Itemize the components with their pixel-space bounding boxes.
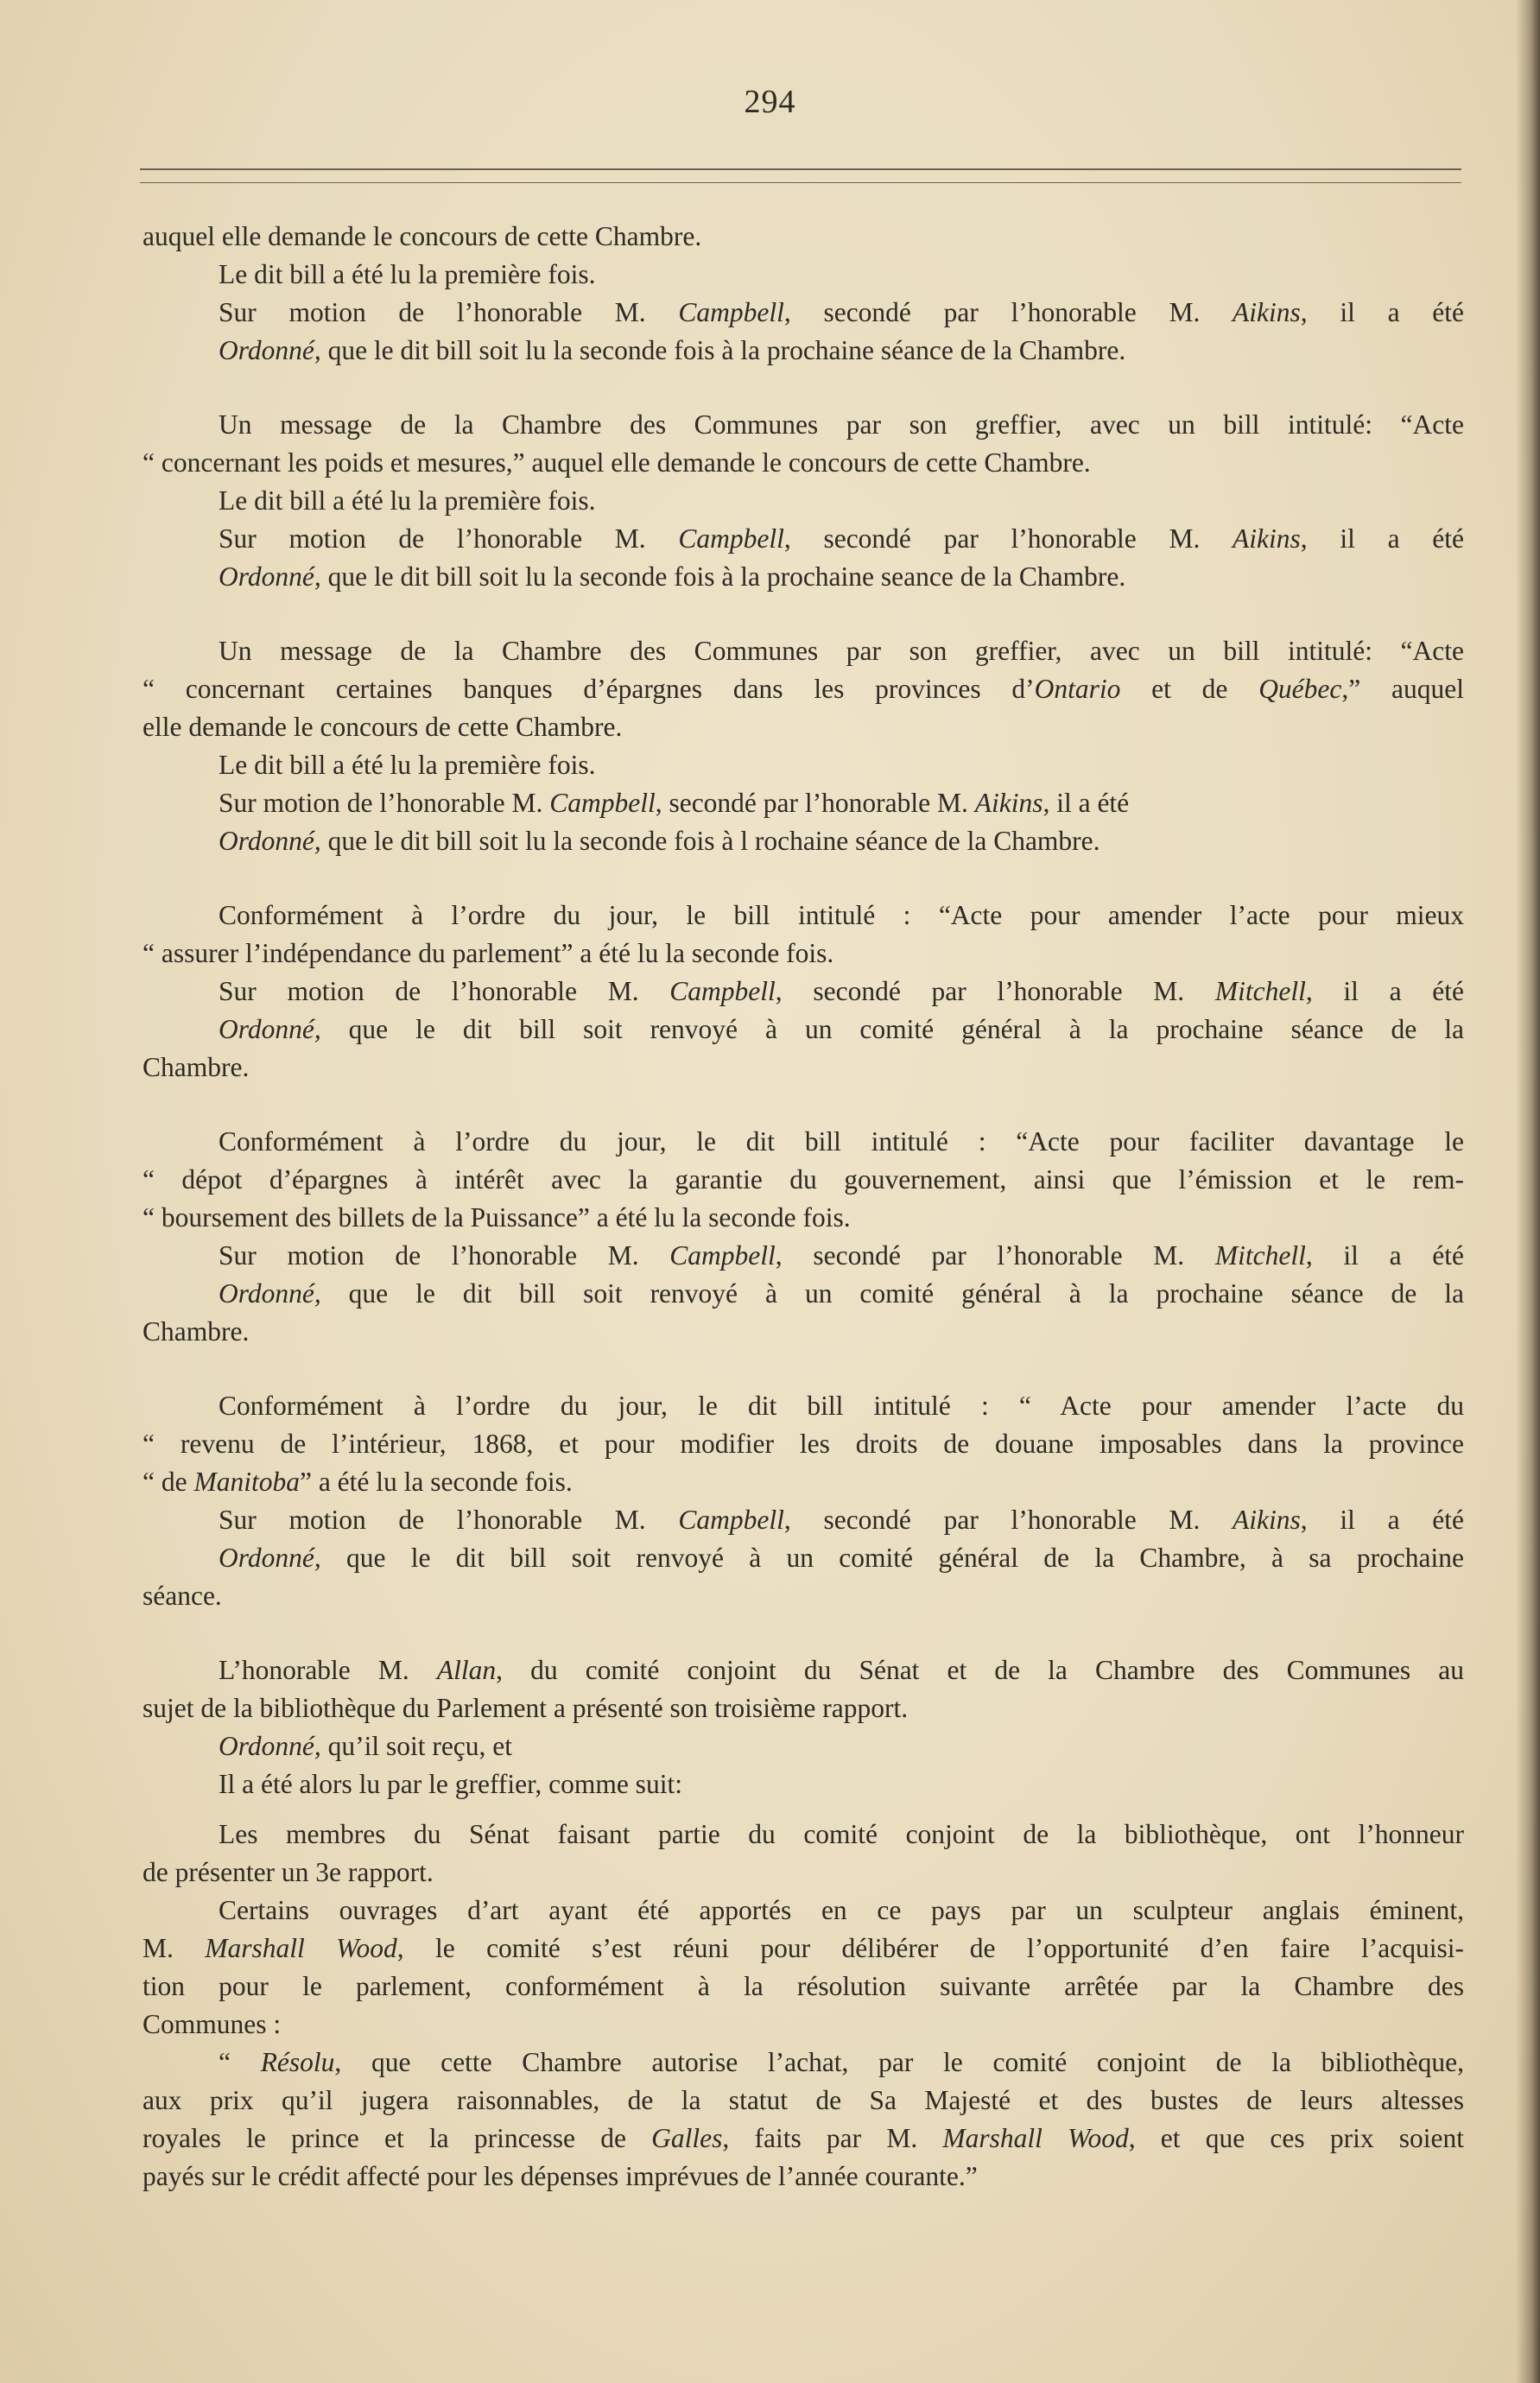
text-run: Conformément à l’ordre du jour, le dit bill intitulé : “Acte pour faciliter davantage le xyxy=(219,1126,1464,1157)
text-run: royales le prince et la princesse de xyxy=(143,2123,652,2153)
text-run: de présenter un 3e rapport. xyxy=(143,1857,434,1887)
text-run: “ boursement des billets de la Puissance” a été lu la seconde fois. xyxy=(143,1202,851,1233)
paragraph-block xyxy=(143,1387,1464,1615)
text-run: , secondé par l’honorable M. xyxy=(783,1505,1233,1535)
text-run: Un message de la Chambre des Communes par son greffier, avec un bill intitulé: “Acte xyxy=(219,409,1464,440)
text-line xyxy=(143,1577,1464,1615)
text-line xyxy=(143,822,1464,860)
text-line xyxy=(143,520,1464,558)
text-line xyxy=(143,1816,1464,1854)
italic-text: Aikins xyxy=(1233,523,1301,554)
text-line xyxy=(143,2006,1464,2044)
text-run: “ concernant les poids et mesures,” auquel elle demande le concours de cette Chambre. xyxy=(143,447,1091,478)
italic-text: Marshall Wood xyxy=(205,1933,397,1963)
italic-text: Ordonné, xyxy=(219,826,321,856)
text-run: , du comité conjoint du Sénat et de la Chambre des Communes au xyxy=(496,1655,1464,1685)
text-line xyxy=(143,1011,1464,1049)
text-line xyxy=(143,1313,1464,1351)
paragraph-block xyxy=(143,1651,1464,2196)
paragraph-block xyxy=(143,1123,1464,1351)
text-run: que le dit bill soit lu la seconde fois à l rochaine séance de la Chambre. xyxy=(320,826,1100,856)
text-run: Sur motion de l’honorable M. xyxy=(219,297,679,327)
text-run: ” a été lu la seconde fois. xyxy=(299,1467,573,1497)
text-run: Un message de la Chambre des Communes par son greffier, avec un bill intitulé: “Acte xyxy=(219,636,1464,666)
text-line xyxy=(143,1463,1464,1501)
text-run: payés sur le crédit affecté pour les dépenses imprévues de l’année courante.” xyxy=(143,2161,978,2191)
text-run: , secondé par l’honorable M. xyxy=(783,297,1233,327)
text-run: , secondé par l’honorable M. xyxy=(775,976,1215,1006)
text-run: “ revenu de l’intérieur, 1868, et pour modifier les droits de douane imposables dans la province xyxy=(143,1429,1464,1459)
italic-text: Ordonné, xyxy=(219,1543,321,1573)
text-line xyxy=(143,332,1464,370)
italic-text: Mitchell xyxy=(1214,976,1306,1006)
text-line xyxy=(143,1689,1464,1727)
italic-text: Galles xyxy=(651,2123,723,2153)
italic-text: Résolu xyxy=(260,2047,335,2077)
text-run: que le dit bill soit lu la seconde fois à la prochaine séance de la Chambre. xyxy=(320,335,1126,365)
paragraph-block xyxy=(143,897,1464,1087)
text-line xyxy=(143,1727,1464,1765)
text-line xyxy=(143,2082,1464,2120)
text-run: , secondé par l’honorable M. xyxy=(783,523,1233,554)
text-run: Le dit bill a été lu la première fois. xyxy=(219,259,596,289)
text-run: séance. xyxy=(143,1581,222,1611)
text-run: Sur motion de l’honorable M. xyxy=(219,1240,670,1271)
text-line xyxy=(143,1854,1464,1892)
text-run: qu’il soit reçu, et xyxy=(320,1731,513,1761)
paragraph-gap xyxy=(143,1351,1464,1387)
text-run: M. xyxy=(143,1933,206,1963)
text-run: Il a été alors lu par le greffier, comme suit: xyxy=(219,1769,682,1799)
text-run: “ assurer l’indépendance du parlement” a été lu la seconde fois. xyxy=(143,938,834,968)
paragraph-block xyxy=(143,406,1464,596)
text-run: Sur motion de l’honorable M. xyxy=(219,788,550,818)
text-line xyxy=(143,1049,1464,1087)
text-run: “ concernant certaines banques d’épargnes dans les provinces d’ xyxy=(143,674,1035,704)
text-run: , il a été xyxy=(1300,523,1464,554)
italic-text: Marshall Wood xyxy=(942,2123,1129,2153)
italic-text: Campbell xyxy=(678,1505,784,1535)
italic-text: Campbell xyxy=(549,788,656,818)
text-run: que le dit bill soit renvoyé à un comité général de la Chambre, à sa prochaine xyxy=(320,1543,1464,1573)
text-run: “ xyxy=(219,2047,261,2077)
text-run: L’honorable M. xyxy=(219,1655,437,1685)
text-line xyxy=(143,1930,1464,1968)
text-run: tion pour le parlement, conformément à la résolution suivante arrêtée par la Chambre des xyxy=(143,1971,1464,2001)
italic-text: Ordonné, xyxy=(219,335,321,365)
text-run: , le comité s’est réuni pour délibérer de l’opportunité d’en faire l’acquisi- xyxy=(396,1933,1465,1963)
text-line xyxy=(143,1161,1464,1199)
text-run: Conformément à l’ordre du jour, le bill intitulé : “Acte pour amender l’acte pour mieux xyxy=(219,900,1464,930)
text-run: Sur motion de l’honorable M. xyxy=(219,1505,679,1535)
text-line xyxy=(143,746,1464,784)
italic-text: Ordonné, xyxy=(219,1014,321,1044)
text-run: Certains ouvrages d’art ayant été apportés en ce pays par un sculpteur anglais éminent, xyxy=(219,1895,1464,1925)
text-line xyxy=(143,897,1464,935)
text-line xyxy=(143,2044,1464,2082)
text-run: que le dit bill soit renvoyé à un comité général à la prochaine séance de la xyxy=(320,1014,1464,1044)
italic-text: Campbell xyxy=(669,976,776,1006)
text-line xyxy=(143,670,1464,708)
text-line xyxy=(143,1501,1464,1539)
italic-text: Aikins xyxy=(1233,297,1301,327)
page-edge-shadow xyxy=(1516,0,1540,2383)
text-run: , que cette Chambre autorise l’achat, par le comité conjoint de la bibliothèque, xyxy=(334,2047,1465,2077)
italic-text: Aikins xyxy=(1233,1505,1301,1535)
text-line xyxy=(143,1968,1464,2006)
text-run: Les membres du Sénat faisant partie du comité conjoint de la bibliothèque, ont l’honneur xyxy=(219,1819,1464,1849)
header-rule-thin xyxy=(140,182,1461,183)
line-gap xyxy=(143,1803,1464,1816)
text-line xyxy=(143,1123,1464,1161)
text-run: , il a été xyxy=(1043,788,1130,818)
text-run: aux prix qu’il jugera raisonnables, de la statut de Sa Majesté et des bustes de leurs altesses xyxy=(143,2085,1464,2115)
text-run: ,” auquel xyxy=(1341,674,1464,704)
text-line xyxy=(143,935,1464,973)
text-run: “ dépot d’épargnes à intérêt avec la garantie du gouvernement, ainsi que l’émission et le rem- xyxy=(143,1164,1464,1195)
text-run: “ de xyxy=(143,1467,194,1497)
text-run: Le dit bill a été lu la première fois. xyxy=(219,750,596,780)
text-run: auquel elle demande le concours de cette Chambre. xyxy=(143,221,702,251)
paragraph-block xyxy=(143,632,1464,860)
text-run: Communes : xyxy=(143,2009,282,2039)
paragraph-block xyxy=(143,218,1464,370)
text-line xyxy=(143,1765,1464,1803)
text-line xyxy=(143,784,1464,822)
text-run: Sur motion de l’honorable M. xyxy=(219,523,679,554)
text-line xyxy=(143,632,1464,670)
paragraph-gap xyxy=(143,596,1464,632)
text-line xyxy=(143,256,1464,294)
text-run: , secondé par l’honorable M. xyxy=(775,1240,1215,1271)
text-run: , il a été xyxy=(1305,1240,1464,1271)
text-run: sujet de la bibliothèque du Parlement a présenté son troisième rapport. xyxy=(143,1693,909,1723)
italic-text: Ordonné, xyxy=(219,1731,321,1761)
italic-text: Campbell xyxy=(678,523,784,554)
paragraph-gap xyxy=(143,860,1464,897)
page-body-text xyxy=(143,218,1464,2196)
text-run: , il a été xyxy=(1300,297,1464,327)
text-run: Le dit bill a été lu la première fois. xyxy=(219,485,596,516)
text-line xyxy=(143,1387,1464,1425)
text-run: Sur motion de l’honorable M. xyxy=(219,976,670,1006)
text-line xyxy=(143,973,1464,1011)
text-run: que le dit bill soit renvoyé à un comité général à la prochaine séance de la xyxy=(320,1278,1464,1309)
paragraph-gap xyxy=(143,370,1464,406)
text-run: Chambre. xyxy=(143,1052,250,1082)
paragraph-gap xyxy=(143,1615,1464,1651)
text-line xyxy=(143,1275,1464,1313)
paragraph-gap xyxy=(143,1087,1464,1123)
text-run: elle demande le concours de cette Chambre. xyxy=(143,712,623,742)
text-run: Conformément à l’ordre du jour, le dit bill intitulé : “ Acte pour amender l’acte du xyxy=(219,1391,1464,1421)
text-line xyxy=(143,2158,1464,2196)
text-run: , faits par M. xyxy=(722,2123,943,2153)
italic-text: Ontario xyxy=(1034,674,1121,704)
text-line xyxy=(143,708,1464,746)
italic-text: Campbell xyxy=(678,297,784,327)
text-line xyxy=(143,406,1464,444)
text-run: , secondé par l’honorable M. xyxy=(655,788,975,818)
text-run: Chambre. xyxy=(143,1316,250,1347)
italic-text: Mitchell xyxy=(1214,1240,1306,1271)
italic-text: Allan xyxy=(436,1655,497,1685)
italic-text: Ordonné, xyxy=(219,1278,321,1309)
italic-text: Campbell xyxy=(669,1240,776,1271)
text-line xyxy=(143,482,1464,520)
italic-text: Manitoba xyxy=(193,1467,300,1497)
text-line xyxy=(143,218,1464,256)
text-run: , il a été xyxy=(1305,976,1464,1006)
italic-text: Aikins xyxy=(974,788,1043,818)
italic-text: Québec xyxy=(1258,674,1342,704)
text-line xyxy=(143,1425,1464,1463)
text-run: , il a été xyxy=(1300,1505,1464,1535)
text-line xyxy=(143,2120,1464,2158)
text-line xyxy=(143,294,1464,332)
text-run: et de xyxy=(1120,674,1259,704)
text-line xyxy=(143,1539,1464,1577)
text-line xyxy=(143,1237,1464,1275)
text-line xyxy=(143,444,1464,482)
text-line xyxy=(143,1892,1464,1930)
text-line xyxy=(143,558,1464,596)
italic-text: Ordonné, xyxy=(219,561,321,592)
text-line xyxy=(143,1651,1464,1689)
text-line xyxy=(143,1199,1464,1237)
text-run: , et que ces prix soient xyxy=(1128,2123,1465,2153)
text-run: que le dit bill soit lu la seconde fois à la prochaine seance de la Chambre. xyxy=(320,561,1126,592)
header-rule xyxy=(140,168,1461,170)
page-number: 294 xyxy=(744,84,796,120)
